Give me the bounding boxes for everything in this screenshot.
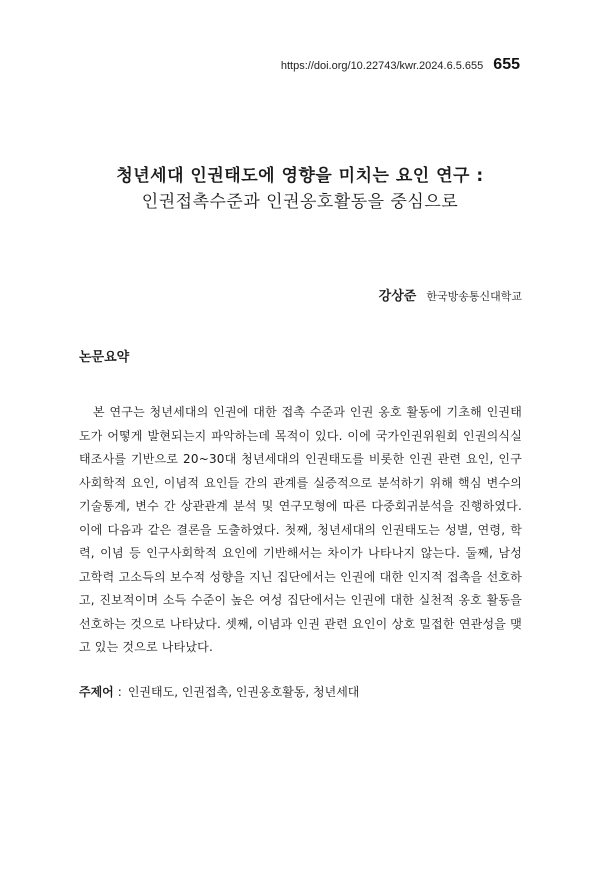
author-name: 강상준 bbox=[378, 289, 417, 304]
abstract-body: 본 연구는 청년세대의 인권에 대한 접촉 수준과 인권 옹호 활동에 기초해 인권태도가 어떻게 발현되는지 파악하는데 목적이 있다. 이에 국가인권위원회 인권의식실태조사를 기반으로 20~30대 청년세대의 인권태도를 비롯한 인권 관련 요인, 인구사회학적 요인, 이념적 요인들 간의 관계를 실증적으로 분석하기 위해 핵심 변수의 기술통계, 변수 간 상관관계 분석 및 연구모형에 따른 다중회귀분석을 진행하였다. 이에 다음과 같은 결론을 도출하였다. 첫째, 청년세대의 인권태도는 성별, 연령, 학력, 이념 등 인구사회학적 요인에 기반해서는 차이가 나타나지 않는다. 둘째, 남성 고학력 고소득의 보수적 성향을 지닌 집단에서는 인권에 대한 인지적 접촉을 선호하고, 진보적이며 소득 수준이 높은 여성 집단에서는 인권에 대한 실천적 옹호 활동을 선호하는 것으로 나타났다. 셋째, 이념과 인권 관련 요인이 상호 밀접한 연관성을 맺고 있는 것으로 나타났다. bbox=[79, 405, 522, 654]
keywords-value: 인권태도, 인권접촉, 인권옹호활동, 청년세대 bbox=[127, 685, 360, 699]
page-number: 655 bbox=[493, 56, 520, 73]
author-affiliation: 한국방송통신대학교 bbox=[426, 290, 522, 303]
keywords-line bbox=[79, 683, 359, 700]
page-header bbox=[281, 56, 520, 74]
doi-link[interactable]: https://doi.org/10.22743/kwr.2024.6.5.655 bbox=[280, 60, 484, 72]
title-subtitle: 인권접촉수준과 인권옹호활동을 중심으로 bbox=[141, 192, 459, 212]
author-block bbox=[379, 285, 522, 304]
keywords-label: 주제어 bbox=[79, 685, 114, 699]
keywords-separator: : bbox=[117, 685, 122, 699]
abstract-heading: 논문요약 bbox=[79, 350, 130, 365]
paper-title bbox=[0, 163, 600, 215]
title-main: 청년세대 인권태도에 영향을 미치는 요인 연구 : bbox=[116, 166, 484, 186]
